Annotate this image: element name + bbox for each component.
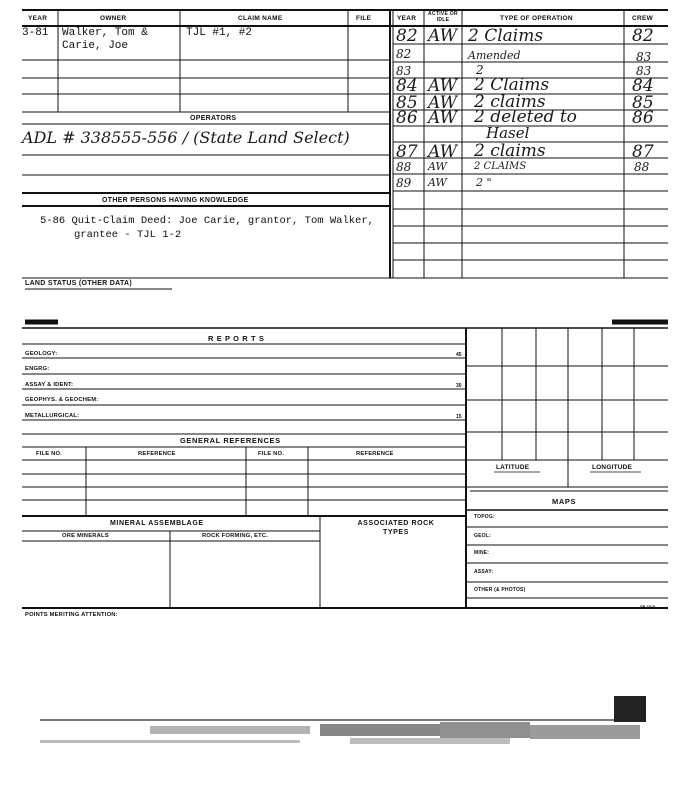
- claim-name: TJL #1, #2: [186, 27, 253, 39]
- owner-line-2: Carie, Joe: [62, 40, 129, 52]
- map-row-label: ASSAY:: [474, 569, 494, 575]
- header-claim-name: CLAIM NAME: [238, 15, 283, 22]
- header-active-idle: ACTIVE OR IDLE: [428, 11, 458, 23]
- points-meriting-attention-label: POINTS MERITING ATTENTION:: [25, 612, 118, 618]
- activity-status: AW: [428, 93, 458, 113]
- activity-year: 82: [396, 26, 418, 46]
- activity-status: AW: [428, 160, 447, 173]
- knowledge-line-2: grantee - TJL 1-2: [74, 229, 182, 241]
- map-row-label: OTHER (& PHOTOS): [474, 587, 526, 593]
- land-status-label: LAND STATUS (OTHER DATA): [25, 280, 133, 287]
- activity-status: AW: [428, 76, 458, 96]
- header-owner: OWNER: [100, 15, 127, 22]
- longitude-label: LONGITUDE: [592, 464, 633, 471]
- activity-operation: 2 claims: [474, 141, 546, 161]
- header-operation: TYPE OF OPERATION: [500, 15, 573, 22]
- map-row-label: GEOL:: [474, 533, 491, 539]
- activity-year: 86: [396, 108, 418, 128]
- knowledge-line-1: 5-86 Quit-Claim Deed: Joe Carie, grantor, Tom Walker,: [40, 215, 374, 227]
- owner-line-1: Walker, Tom &: [62, 27, 148, 39]
- activity-crew: 83: [636, 64, 652, 78]
- header-file: FILE: [356, 15, 372, 22]
- activity-operation: Amended: [468, 49, 521, 62]
- maps-title: MAPS: [552, 497, 577, 506]
- activity-crew: 86: [632, 108, 654, 128]
- report-number: 15: [456, 414, 462, 420]
- activity-crew: 82: [632, 26, 654, 46]
- activity-year: 88: [396, 160, 412, 174]
- col-file-no: FILE NO.: [36, 451, 63, 457]
- reports-title: R E P O R T S: [208, 334, 265, 343]
- activity-year: 89: [396, 176, 412, 190]
- activity-operation: 2 claims: [474, 92, 546, 112]
- activity-year: 82: [396, 47, 412, 61]
- header-crew: CREW: [632, 15, 654, 22]
- activity-operation: 2 ": [476, 176, 492, 189]
- scan-noise: [40, 696, 646, 744]
- header-year-2: YEAR: [397, 15, 417, 22]
- activity-crew: 85: [632, 93, 654, 113]
- activity-year: 85: [396, 93, 418, 113]
- col-reference: REFERENCE: [356, 451, 394, 457]
- activity-operation: 2: [476, 63, 484, 77]
- ore-minerals-label: ORE MINERALS: [62, 533, 109, 539]
- activity-status: AW: [428, 142, 458, 162]
- report-label: ENGRG:: [25, 366, 50, 372]
- activity-crew: 88: [634, 160, 650, 174]
- activity-year: 87: [396, 142, 418, 162]
- activity-operation: 2 Claims: [468, 26, 544, 46]
- activity-status: AW: [428, 108, 458, 128]
- report-label: METALLURGICAL:: [25, 413, 80, 419]
- activity-year: 83: [396, 64, 412, 78]
- activity-operation: 2 CLAIMS: [474, 161, 527, 172]
- activity-status: AW: [428, 26, 458, 46]
- activity-operation: Hasel: [486, 124, 530, 142]
- mineral-assemblage-title: MINERAL ASSEMBLAGE: [110, 520, 204, 527]
- knowledge-title: OTHER PERSONS HAVING KNOWLEDGE: [102, 197, 249, 204]
- report-number: 45: [456, 352, 462, 358]
- header-year: YEAR: [28, 15, 48, 22]
- activity-status: AW: [428, 176, 447, 189]
- map-row-label: TOPOG:: [474, 514, 495, 520]
- activity-year: 84: [396, 76, 418, 96]
- activity-crew: 87: [632, 142, 654, 162]
- owner-year: 3-81: [22, 27, 49, 39]
- activity-operation: 2 deleted to: [474, 107, 577, 127]
- col-reference: REFERENCE: [138, 451, 176, 457]
- latitude-label: LATITUDE: [496, 464, 530, 471]
- report-label: ASSAY & IDENT:: [25, 382, 74, 388]
- report-label: GEOLOGY:: [25, 351, 58, 357]
- activity-crew: 83: [636, 50, 652, 64]
- activity-crew: 84: [632, 76, 654, 96]
- report-label: GEOPHYS. & GEOCHEM:: [25, 397, 99, 403]
- report-number: 30: [456, 383, 462, 389]
- activity-operation: 2 Claims: [474, 75, 550, 95]
- operators-title: OPERATORS: [190, 115, 237, 122]
- operators-entry: ADL # 338555-556 / (State Land Select): [22, 128, 350, 147]
- rock-forming-label: ROCK FORMING, ETC.: [202, 533, 269, 539]
- map-row-label: MINE:: [474, 550, 490, 556]
- col-file-no: FILE NO.: [258, 451, 285, 457]
- general-references-title: GENERAL REFERENCES: [180, 436, 281, 445]
- associated-rock-types-label: ASSOCIATED ROCK TYPES: [357, 520, 435, 536]
- form-number: SP 7018: [640, 604, 656, 609]
